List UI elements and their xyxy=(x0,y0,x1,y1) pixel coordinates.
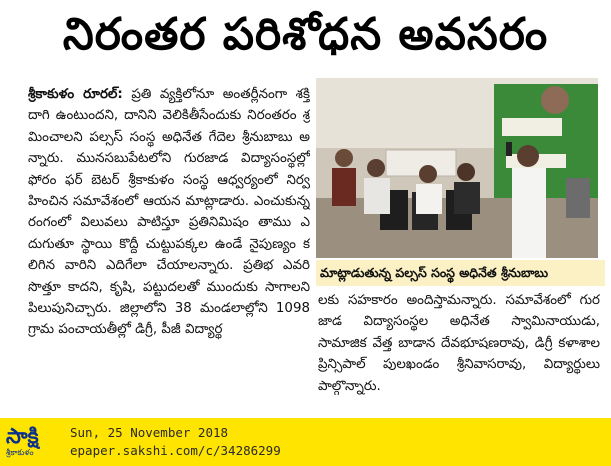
dateline: శ్రీకాకుళం రూరల్: xyxy=(28,87,123,102)
edition-date: Sun, 25 November 2018 xyxy=(70,425,229,440)
footer-bar xyxy=(0,418,611,466)
headline: నిరంతర పరిశోధన అవసరం xyxy=(62,9,549,60)
logo-edition: శ్రీకాకుళం xyxy=(6,448,34,457)
event-photo xyxy=(316,78,598,258)
article-text-right: లకు సహకారం అందిస్తామన్నారు. సమావేశంలో గురజాడ విద్యాసంస్థల అధినేత స్వామినాయుడు, సామాజిక వేత్త బాడాన దేవభూషణరావు, డిగ్రీ కళాశాల ప్రిన్సిపాల్ పులఖండం శ్రీనివాసరావు, విద్యార్థులు పాల్గొన్నారు. xyxy=(318,293,600,394)
event-photo-illustration xyxy=(316,78,598,258)
article-right-column xyxy=(318,290,600,416)
article-text-left: ప్రతి వ్యక్తిలోనూ అంతర్లీనంగా శక్తి దాగి ఉంటుందని, దానిని వెలికితీసేందుకు నిరంతరం శ్రమించాలని పల్సస్ సంస్థ అధినేత గేదెల శ్రీనుబాబు అన్నారు. మునసబుపేటలోని గురజాడ విద్యాసంస్థల్లో ఫోరం ఫర్ బెటర్ శ్రీకాకుళం సంస్థ ఆధ్వర్యంలో నిర్వహించిన సమావేశంలో ఆయన మాట్లాడారు. ఎంచుకున్న రంగంలో విలువలు పాటిస్తూ ప్రతినిమిషం తాము ఎదుగుతూ స్థాయి కొద్దీ చుట్టుపక్కల ఉండే నైపుణ్యం కలిగిన వారిని ఎదిగేలా చేయాలన్నారు. ప్రతిభ ఎవరి సొత్తూ కాదని, కృషి, పట్టుదలతో ముందుకు సాగాలని పిలుపునిచ్చారు. జిల్లాలోని 38 మండలాల్లోని 1098 గ్రామ పంచాయతీల్లో డిగ్రీ, పీజీ విద్యార్థ xyxy=(28,87,310,338)
article-left-column xyxy=(28,84,310,416)
photo-caption: మాట్లాడుతున్న పల్సస్ సంస్థ అధినేత శ్రీనుబాబు xyxy=(316,260,605,286)
article-body-left xyxy=(28,84,310,341)
epaper-link[interactable]: epaper.sakshi.com/c/34286299 xyxy=(70,443,281,458)
sakshi-logo[interactable] xyxy=(6,424,62,460)
logo-wordmark: సాక్షి xyxy=(6,424,39,448)
